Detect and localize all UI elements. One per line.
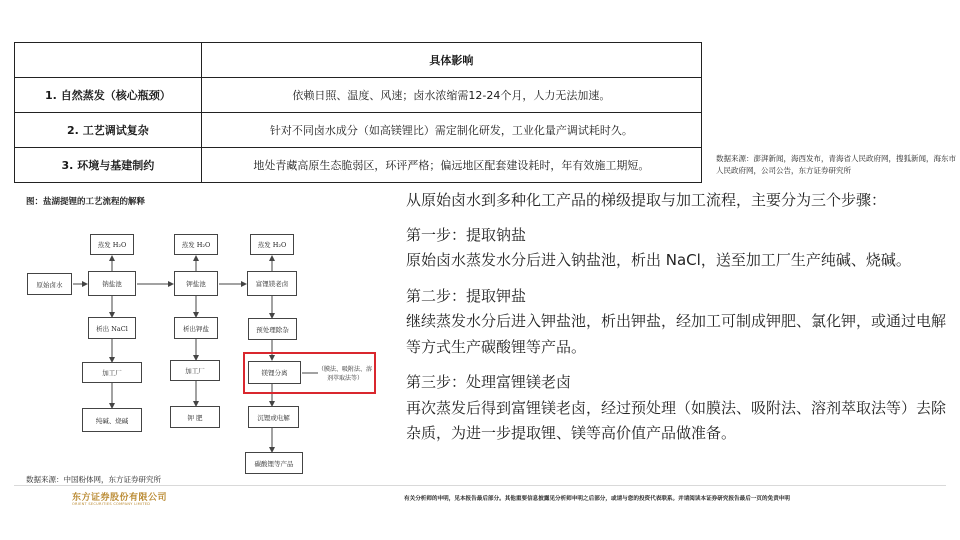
table-header-impact: 具体影响 — [201, 43, 701, 78]
process-steps — [406, 188, 954, 457]
node-soda: 纯碱、烧碱 — [82, 408, 142, 432]
table-cell-factor: 2. 工艺调试复杂 — [15, 113, 202, 148]
step-title: 第一步：提取钠盐 — [406, 225, 527, 244]
footer-divider — [14, 485, 946, 486]
steps-intro: 从原始卤水到多种化工产品的梯级提取与加工流程，主要分为三个步骤： — [406, 191, 887, 209]
node-raw-brine: 原始卤水 — [27, 273, 72, 295]
table-row — [15, 113, 702, 148]
table-header-row — [15, 43, 702, 78]
node-li-mg-separation: 镁锂分离 — [248, 361, 301, 384]
node-potassium-pool: 钾盐池 — [174, 271, 218, 296]
node-plant-1: 加工厂 — [82, 362, 142, 383]
step-body: 原始卤水蒸发水分后进入钠盐池，析出 NaCl，送至加工厂生产纯碱、烧碱。 — [406, 251, 911, 269]
node-evaporation-3: 蒸发 H₂O — [250, 234, 294, 255]
node-nacl: 析出 NaCl — [88, 317, 136, 339]
table-source-note: 数据来源：澎湃新闻，海西发布，青海省人民政府网，搜狐新闻，海东市人民政府网，公司公告，东方证券研究所 — [716, 154, 956, 175]
table-row — [15, 148, 702, 183]
step-block — [406, 284, 954, 361]
company-logo-english: ORIENT SECURITIES COMPANY LIMITED — [72, 502, 151, 506]
step-title: 第三步：处理富锂镁老卤 — [406, 373, 572, 391]
table-cell-impact: 地处青藏高原生态脆弱区，环评严格；偏远地区配套建设耗时，年有效施工期短。 — [201, 148, 701, 183]
table-cell-factor: 1. 自然蒸发（核心瓶颈） — [15, 78, 202, 113]
node-potash-fertilizer: 钾 肥 — [170, 406, 220, 428]
step-block — [406, 223, 954, 274]
node-evaporation-1: 蒸发 H₂O — [90, 234, 134, 255]
node-li-mg-brine: 富锂镁老卤 — [247, 271, 297, 296]
step-title: 第二步：提取钾盐 — [406, 286, 527, 305]
table-cell-impact: 针对不同卤水成分（如高镁锂比）需定制化研发，工业化量产调试耗时久。 — [201, 113, 701, 148]
table-cell-factor: 3. 环境与基建制约 — [15, 148, 202, 183]
node-li-precipitation: 沉锂或电解 — [248, 406, 299, 428]
node-evaporation-2: 蒸发 H₂O — [174, 234, 218, 255]
node-pretreatment: 预处理除杂 — [248, 318, 297, 340]
highlight-box — [243, 352, 376, 394]
impact-table — [14, 42, 702, 183]
node-sodium-pool: 钠盐池 — [88, 271, 136, 296]
table-cell-impact: 依赖日照、温度、风速；卤水浓缩需12-24个月，人力无法加速。 — [201, 78, 701, 113]
step-body: 再次蒸发后得到富锂镁老卤，经过预处理（如膜法、吸附法、溶剂萃取法等）去除杂质，为进一步提取锂、镁等高价值产品做准备。 — [406, 398, 947, 442]
node-separation-methods: （膜法、吸附法、溶剂萃取法等） — [318, 357, 372, 391]
company-logo-text: 东方证券股份有限公司 — [72, 493, 168, 503]
node-plant-2: 加工厂 — [170, 360, 220, 381]
step-body: 继续蒸发水分后进入钾盐池，析出钾盐，经加工可制成钾肥、氯化钾，或通过电解等方式生产碳酸锂等产品。 — [406, 312, 947, 356]
table-header-empty — [15, 43, 202, 78]
figure-source-note: 数据来源：中国粉体网，东方证券研究所 — [26, 475, 161, 484]
step-block — [406, 370, 954, 447]
node-lithium-products: 碳酸锂等产品 — [245, 452, 303, 474]
figure-title: 图：盐湖提锂的工艺流程的解释 — [26, 197, 146, 207]
node-potassium-salt: 析出钾盐 — [174, 317, 218, 339]
table-row — [15, 78, 702, 113]
footer-disclaimer: 有关分析师的申明，见本报告最后部分。其他重要信息披露见分析师申明之后部分，或请与您的投资代表联系。并请阅读本证券研究报告最后一页的免责申明 — [404, 496, 790, 502]
